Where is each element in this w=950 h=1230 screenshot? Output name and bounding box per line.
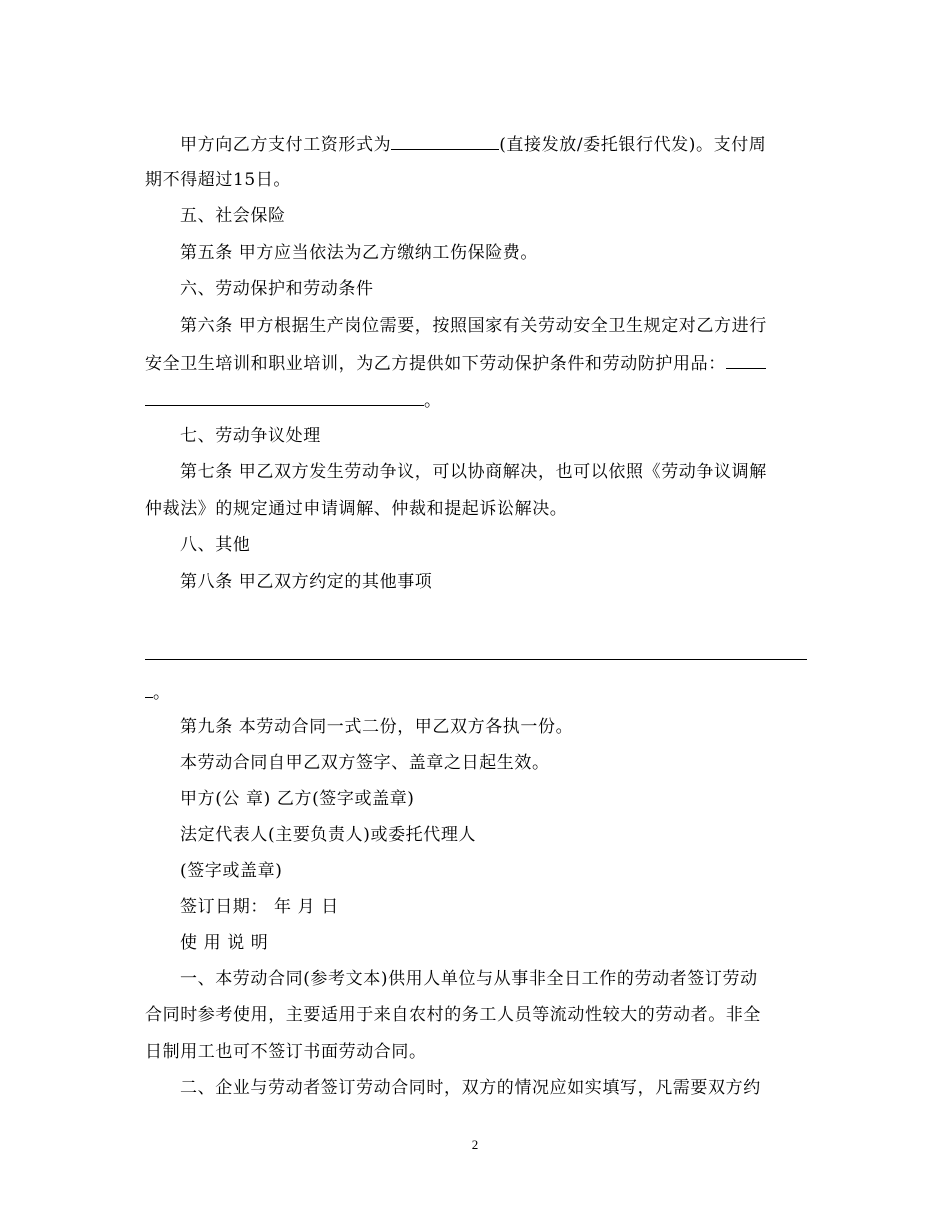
page-number: 2 (471, 1137, 479, 1152)
article-7-line-1: 第七条 甲乙双方发生劳动争议，可以协商解决，也可以依照《劳动争议调解 (180, 462, 767, 482)
article-5-text: 第五条 甲方应当依法为乙方缴纳工伤保险费。 (180, 243, 539, 263)
usage-note-1-line-2: 合同时参考使用，主要适用于来自农村的务工人员等流动性较大的劳动者。非全 (145, 1005, 761, 1025)
party-signature-labels: 甲方(公 章) 乙方(签字或盖章) (180, 789, 415, 809)
other-matters-end-mark: 。 (153, 683, 171, 703)
article-6-line-2-text: 安全卫生培训和职业培训，为乙方提供如下劳动保护条件和劳动防护用品： (145, 354, 726, 374)
article-9-text: 第九条 本劳动合同一式二份，甲乙双方各执一份。 (180, 717, 574, 737)
payment-method-text: (直接发放/委托银行代发)。支付周 (499, 135, 767, 155)
usage-note-1-line-1: 一、本劳动合同(参考文本)供用人单位与从事非全日工作的劳动者签订劳动 (180, 969, 758, 989)
article-6-line-3 (145, 389, 442, 412)
other-matters-blank-line (145, 659, 807, 660)
usage-note-2-line-1: 二、企业与劳动者签订劳动合同时，双方的情况应如实填写，凡需要双方约 (180, 1078, 761, 1098)
protection-items-blank (145, 389, 424, 406)
sign-or-seal-label: (签字或盖章) (180, 861, 283, 881)
protection-items-blank-start (726, 352, 766, 369)
section-5-heading: 五、社会保险 (180, 206, 286, 226)
payment-form-line (180, 133, 766, 156)
effective-clause: 本劳动合同自甲乙双方签字、盖章之日起生效。 (180, 753, 550, 773)
article-6-line-1: 第六条 甲方根据生产岗位需要，按照国家有关劳动安全卫生规定对乙方进行 (180, 316, 767, 336)
other-matters-end-line (145, 681, 171, 704)
payment-form-blank (391, 133, 499, 150)
article-8-text: 第八条 甲乙双方约定的其他事项 (180, 572, 433, 592)
legal-representative-label: 法定代表人(主要负责人)或委托代理人 (180, 825, 477, 845)
payment-form-text: 甲方向乙方支付工资形式为 (180, 135, 392, 155)
payment-period-line: 期不得超过15日。 (145, 170, 292, 190)
signing-date-label: 签订日期： 年 月 日 (180, 897, 339, 917)
section-7-heading: 七、劳动争议处理 (180, 426, 321, 446)
article-6-end-mark: 。 (424, 391, 442, 411)
section-8-heading: 八、其他 (180, 535, 251, 555)
other-matters-blank-tail (145, 681, 153, 698)
usage-note-1-line-3: 日制用工也可不签订书面劳动合同。 (145, 1042, 427, 1062)
article-7-line-2: 仲裁法》的规定通过申请调解、仲裁和提起诉讼解决。 (145, 499, 568, 519)
article-6-line-2 (145, 352, 766, 375)
section-6-heading: 六、劳动保护和劳动条件 (180, 279, 374, 299)
usage-notes-title: 使 用 说 明 (180, 933, 269, 953)
